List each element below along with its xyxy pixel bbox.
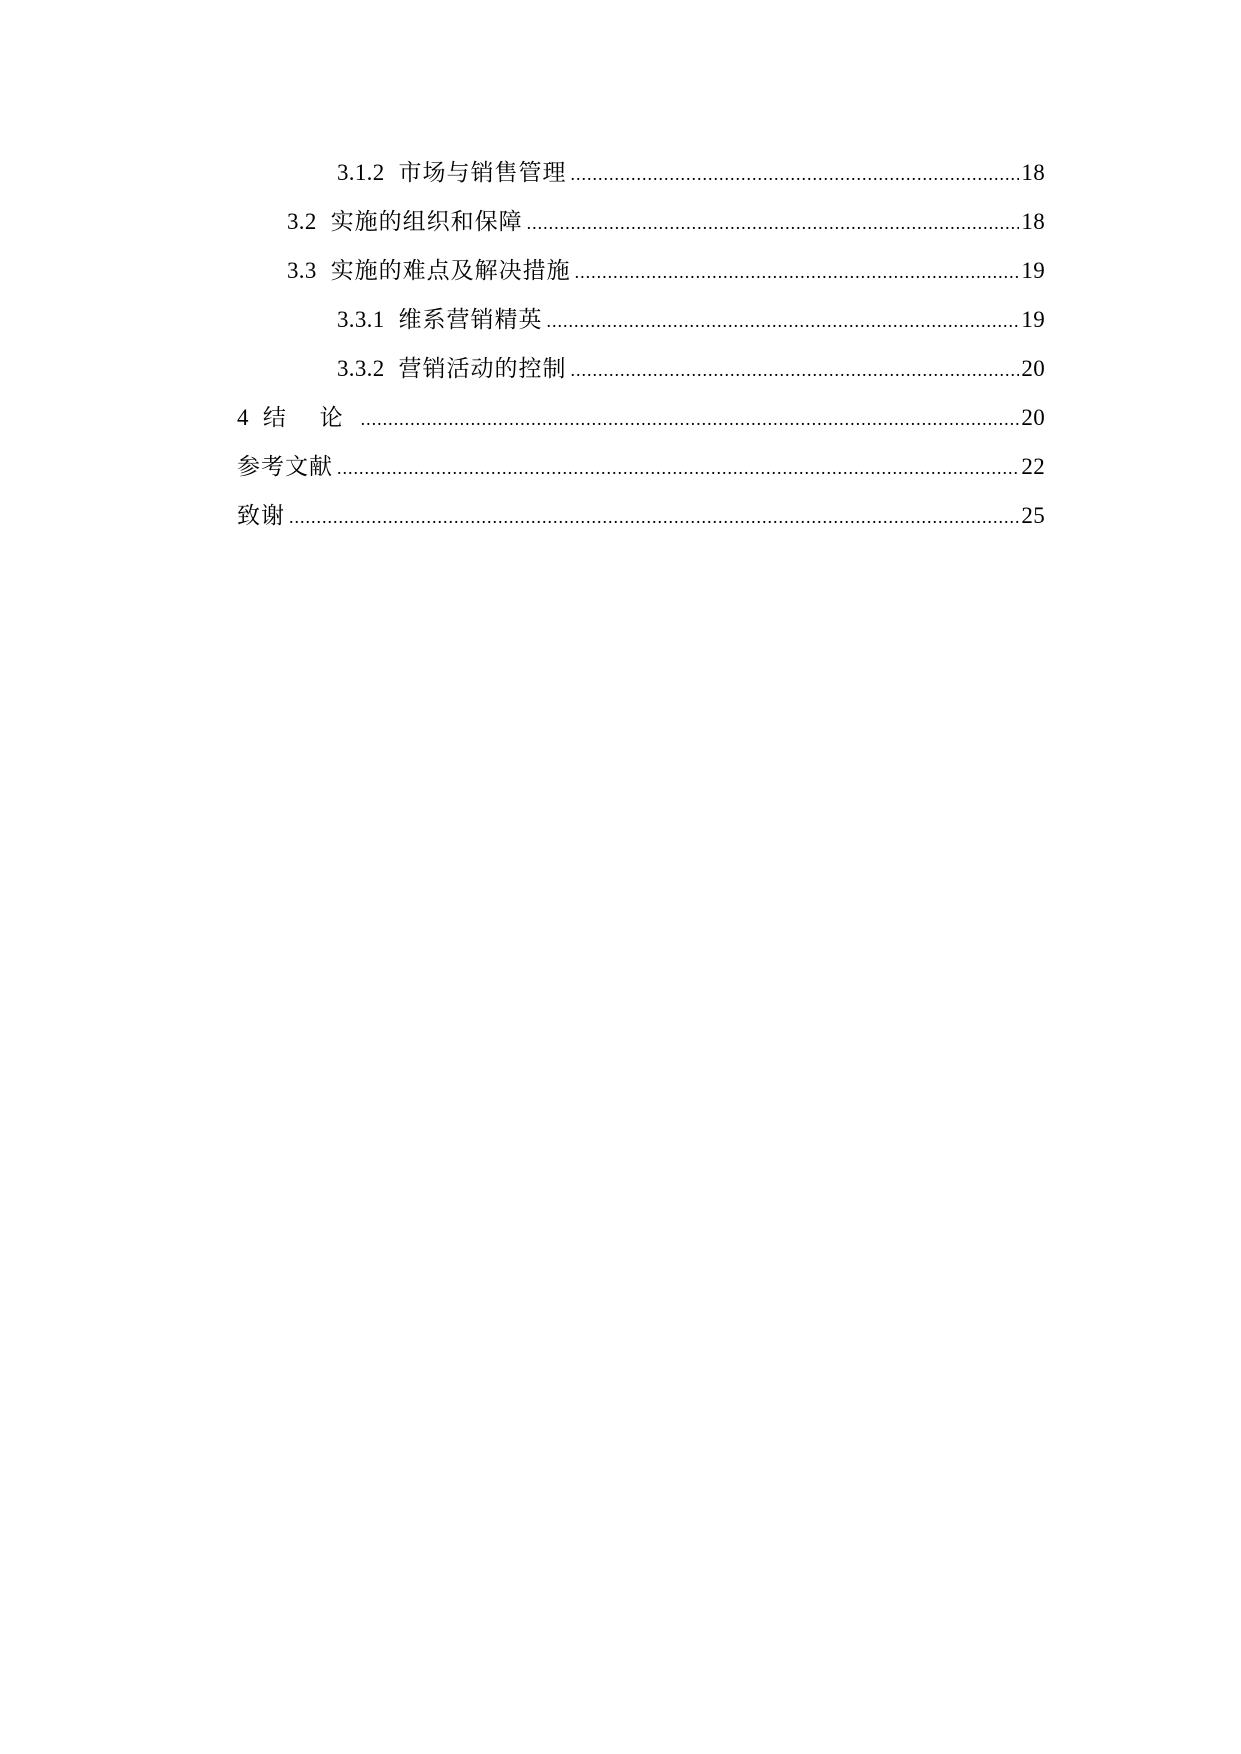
- toc-dot-leader: [571, 159, 1020, 189]
- toc-entry-number: 3.3.2: [337, 356, 385, 381]
- toc-entry-number: 3.1.2: [337, 160, 385, 185]
- toc-entry-title: 营销活动的控制: [398, 356, 567, 381]
- toc-entry-3-2[interactable]: [237, 207, 1045, 256]
- toc-dot-leader: [361, 404, 1020, 434]
- toc-entry-title: 参考文献: [237, 454, 333, 479]
- toc-entry-page: 22: [1021, 454, 1045, 479]
- toc-entry-page: 19: [1021, 258, 1045, 283]
- toc-dot-leader: [527, 208, 1020, 238]
- toc-entry-title: 维系营销精英: [398, 307, 543, 332]
- toc-entry-page: 18: [1021, 160, 1045, 185]
- toc-entry-title: 结 论: [262, 405, 357, 430]
- toc-dot-leader: [575, 257, 1020, 287]
- toc-entry-page: 18: [1021, 209, 1045, 234]
- toc-entry-3-3[interactable]: [237, 256, 1045, 305]
- toc-entry-page: 25: [1021, 503, 1045, 528]
- toc-entry-acknowledgements[interactable]: [237, 501, 1045, 550]
- toc-entry-page: 20: [1021, 405, 1045, 430]
- toc-dot-leader: [289, 502, 1019, 532]
- toc-dot-leader: [337, 453, 1019, 483]
- toc-entry-4-conclusion[interactable]: [237, 403, 1045, 452]
- toc-entry-references[interactable]: [237, 452, 1045, 501]
- toc-entry-number: 3.2: [287, 209, 317, 234]
- toc-entry-number: 4: [237, 405, 249, 430]
- toc-entry-number: 3.3.1: [337, 307, 385, 332]
- toc-entry-title: 实施的组织和保障: [330, 209, 523, 234]
- toc-entry-number: 3.3: [287, 258, 317, 283]
- toc-entry-3-3-2[interactable]: [237, 354, 1045, 403]
- toc-dot-leader: [571, 355, 1020, 385]
- toc-entry-page: 19: [1021, 307, 1045, 332]
- toc-dot-leader: [547, 306, 1020, 336]
- toc-entry-title: 实施的难点及解决措施: [330, 258, 571, 283]
- toc-entry-3-3-1[interactable]: [237, 305, 1045, 354]
- toc-entry-title: 市场与销售管理: [398, 160, 567, 185]
- toc-entry-page: 20: [1021, 356, 1045, 381]
- table-of-contents: [237, 158, 1045, 550]
- toc-entry-3-1-2[interactable]: [237, 158, 1045, 207]
- toc-entry-title: 致谢: [237, 503, 285, 528]
